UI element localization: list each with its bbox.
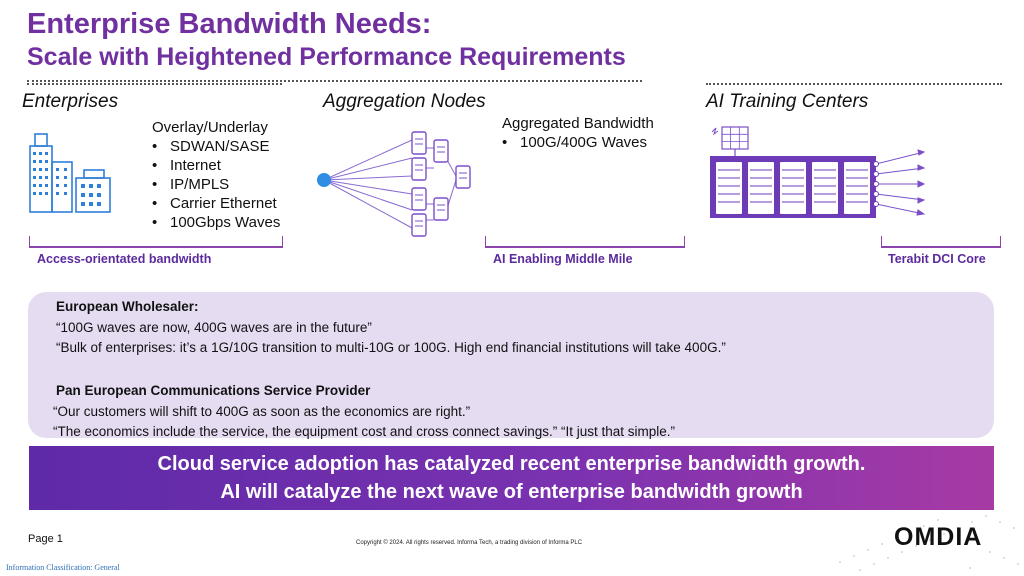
quote-2a: “Our customers will shift to 400G as soon as the economics are right.” (53, 404, 471, 419)
quote-source-2: Pan European Communications Service Provider (56, 383, 371, 398)
quote-2b: “The economics include the service, the equipment cost and cross connect savings.” “It just that simple.” (53, 424, 676, 439)
dci-core-band-label: Terabit DCI Core (888, 252, 986, 266)
quote-1b: “Bulk of enterprises: it’s a 1G/10G transition to multi-10G or 100G. High end financial institutions will take 400G.” (56, 340, 726, 355)
enterprises-list-title: Overlay/Underlay (152, 119, 268, 136)
banner-line-2: AI will catalyze the next wave of enterprise bandwidth growth (220, 481, 803, 503)
access-band-label: Access-orientated bandwidth (37, 252, 212, 266)
enterprises-divider (27, 83, 282, 85)
aggregation-list-title: Aggregated Bandwidth (502, 115, 654, 132)
list-item: • IP/MPLS (152, 175, 280, 194)
list-item: • Internet (152, 156, 280, 175)
quote-source-1: European Wholesaler: (56, 299, 199, 314)
page-number: Page 1 (28, 533, 63, 545)
aggregation-heading: Aggregation Nodes (323, 91, 486, 112)
ai-training-heading: AI Training Centers (706, 91, 869, 112)
conclusion-banner (29, 446, 994, 510)
list-item: • SDWAN/SASE (152, 137, 280, 156)
list-item: • Carrier Ethernet (152, 194, 280, 213)
middle-mile-band (485, 236, 685, 248)
solar-panel-icon (712, 127, 748, 156)
aggregation-list (502, 114, 654, 152)
slide-title: Enterprise Bandwidth Needs: (27, 8, 432, 40)
list-item: • 100Gbps Waves (152, 213, 280, 232)
quote-1a: “100G waves are now, 400G waves are in the future” (56, 320, 372, 335)
title-divider (27, 80, 642, 82)
omdia-logo: OMDIA (894, 523, 983, 551)
enterprises-list (152, 118, 280, 232)
city-buildings-icon (26, 126, 116, 216)
dci-core-band (881, 236, 1001, 248)
access-band (29, 236, 283, 248)
server-rack-icon (706, 124, 932, 220)
slide-subtitle: Scale with Heightened Performance Requirements (27, 43, 626, 71)
copyright: Copyright © 2024. All rights reserved. Informa Tech, a trading division of Informa PLC (356, 540, 583, 546)
classification: Information Classification: General (6, 563, 120, 572)
banner-line-1: Cloud service adoption has catalyzed recent enterprise bandwidth growth. (157, 453, 866, 475)
middle-mile-band-label: AI Enabling Middle Mile (493, 252, 633, 266)
list-item: • 100G/400G Waves (502, 133, 654, 152)
network-tree-icon (314, 128, 482, 238)
arrows-out-icon (876, 150, 924, 215)
ai-divider (706, 83, 1002, 85)
enterprises-heading: Enterprises (22, 91, 119, 112)
